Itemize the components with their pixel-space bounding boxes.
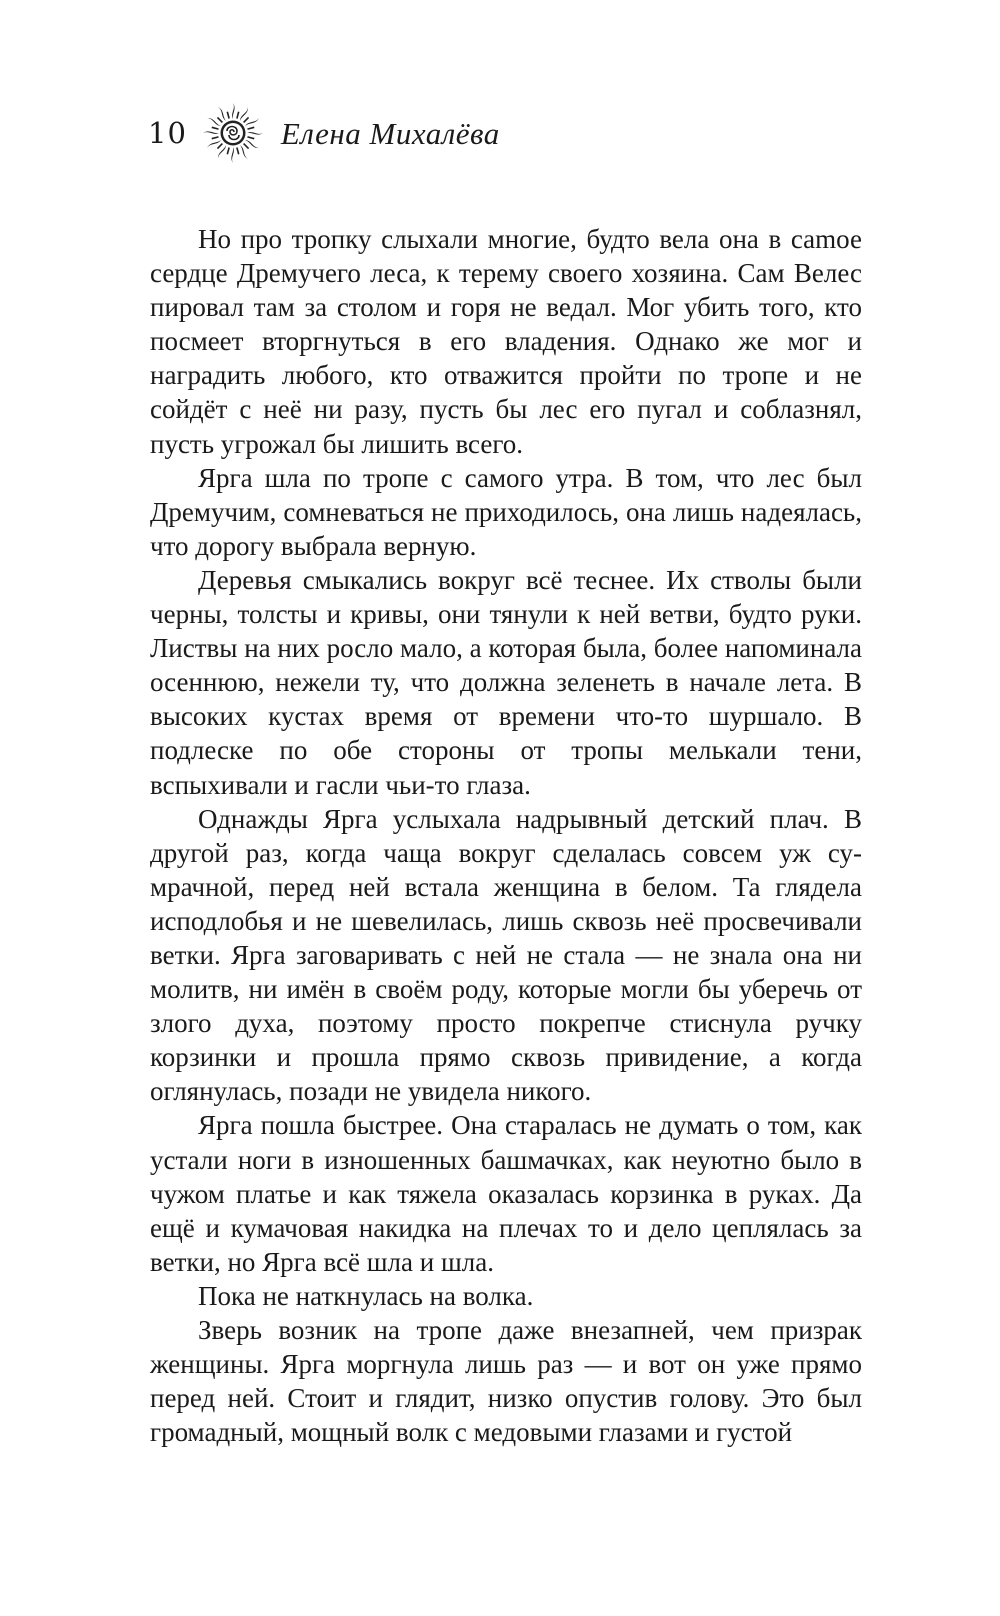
paragraph: Но про тропку слыхали многие, будто вела она в саmое сердце Дремучего леса, к терему своего хозяина. Сам Велес пировал там за столом и горя не ведал. Мог убить того, кто посмеет вторгнуться в его владения. Однако же мог и наградить любого, кто отважится пройти по тропе и не сойдёт с неё ни разу, пусть бы лес его пугал и соблазнял, пусть угрожал бы лишить всего. bbox=[150, 224, 862, 459]
page-number: 10 bbox=[148, 115, 187, 150]
paragraph: Зверь возник на тропе даже внезапней, чем призрак женщины. Ярга моргнула лишь раз — и вот он уже прямо перед ней. Стоит и глядит, низко опустив голову. Это был громадный, мощный волк с медовыми глазами и густой bbox=[150, 1315, 862, 1448]
author-name: Елена Михалёва bbox=[280, 115, 500, 151]
paragraph: Однажды Ярга услыхала надрывный детский плач. В другой раз, когда чаща вокруг сделалась совсем уж сумрачной, перед ней встала женщина в белом. Та глядела исподлобья и не шевелилась, лишь сквозь неё просвечивали ветки. Ярга заговаривать с ней не стала — не знала она ни молитв, ни имён в своём роду, которые могли бы уберечь от злого духа, поэтому просто покрепче стиснула ручку корзинки и прошла прямо сквозь привидение, а когда оглянулась, позади не увидела никого. bbox=[150, 803, 862, 1107]
sun-ornament-icon bbox=[201, 101, 265, 165]
paragraph: Пока не наткнулась на волка. bbox=[198, 1280, 534, 1311]
running-header bbox=[148, 98, 500, 168]
paragraph: Деревья смыкались вокруг всё теснее. Их стволы были черны, толсты и кривы, они тянули к ней ветви, будто руки. Листвы на них росло мало, а которая была, более напоминала осеннюю, нежели ту, что должна зеленеть в начале лета. В высоких кустах время от времени что-то шуршало. В подлеске по обе стороны от тропы мелькали тени, вспыхивали и гасли чьи-то глаза. bbox=[150, 564, 862, 800]
paragraph: Ярга пошла быстрее. Она старалась не думать о том, как устали ноги в изношенных башмачках, как неуютно было в чужом платье и как тяжела оказалась корзинка в руках. Да ещё и кумачовая накидка на плечах то и дело цеплялась за ветки, но Ярга всё шла и шла. bbox=[150, 1110, 862, 1277]
chapter-body bbox=[150, 222, 862, 1449]
paragraph: Ярга шла по тропе с самого утра. В том, что лес был Дремучим, сомневаться не приходилось, она лишь надеялась, что дорогу выбрала верную. bbox=[150, 462, 862, 561]
